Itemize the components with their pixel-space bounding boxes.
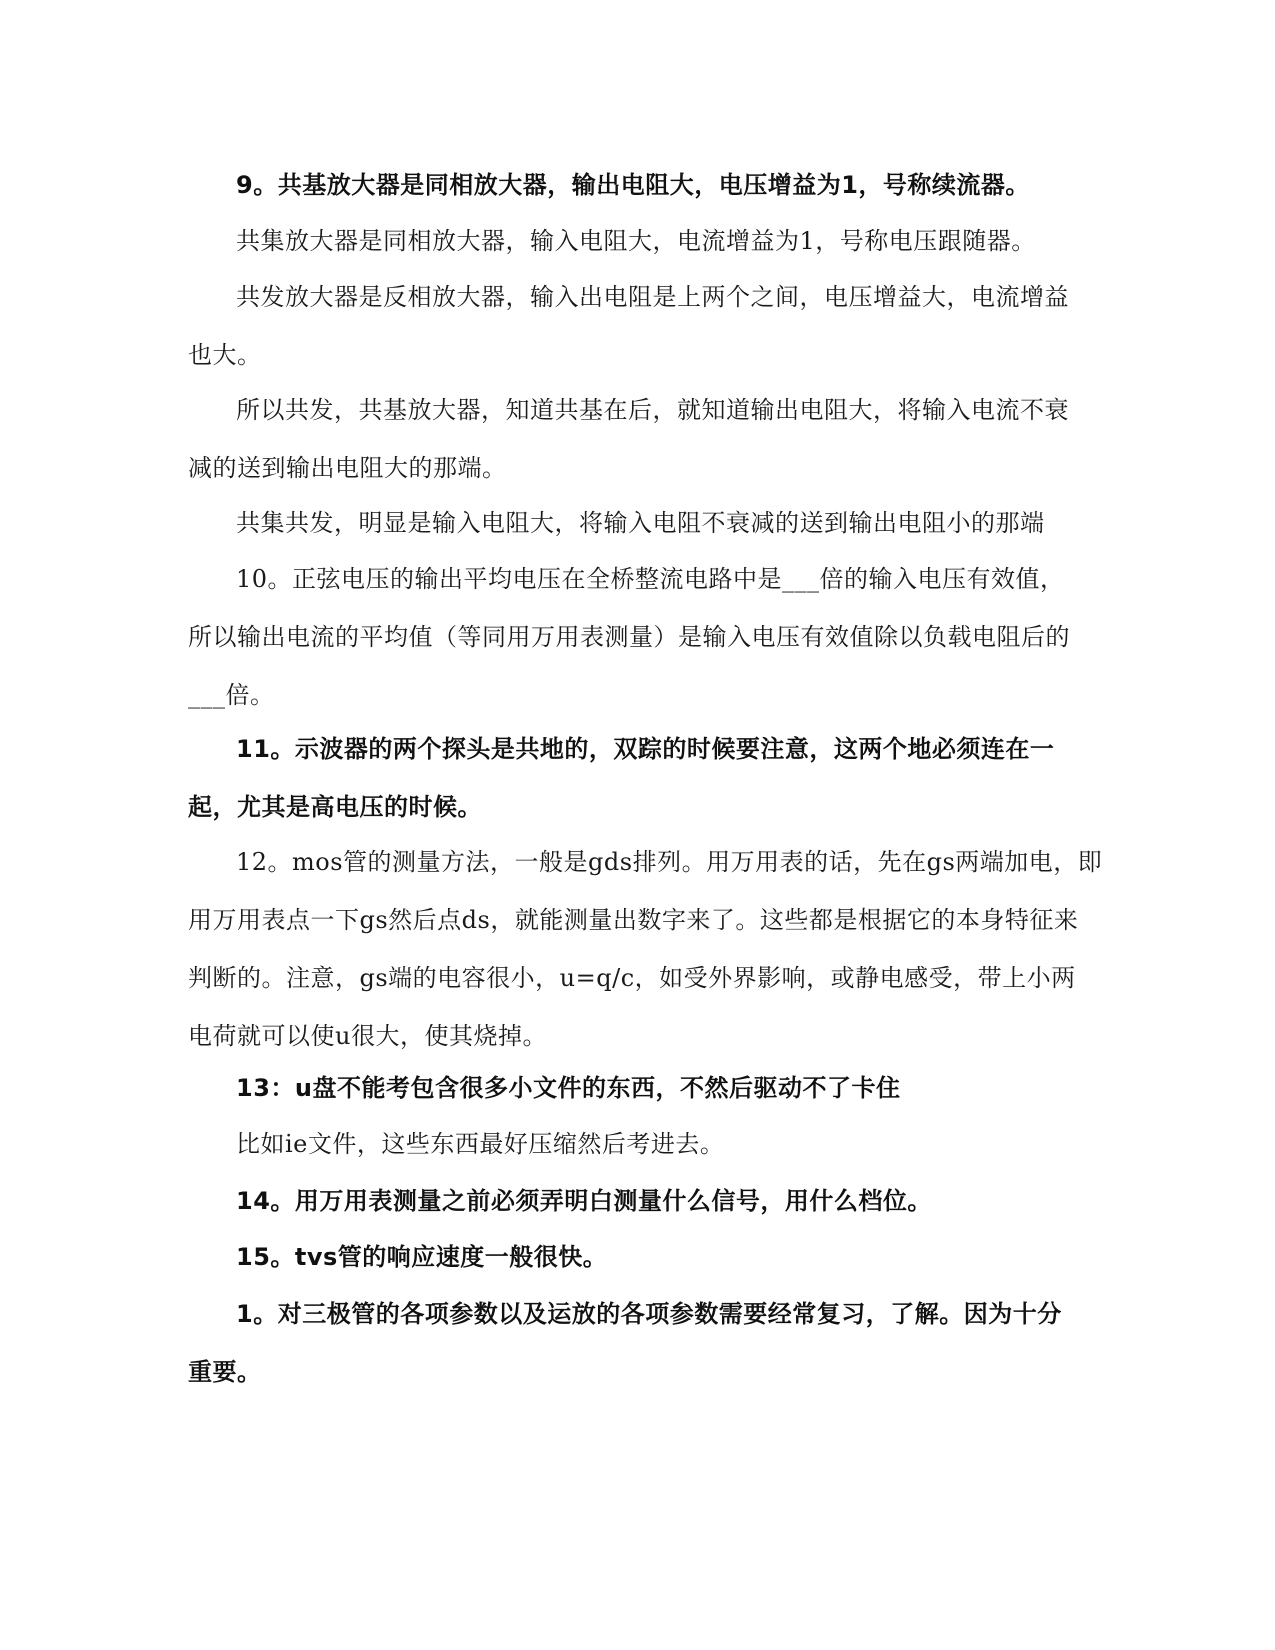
paragraph-1-transistor-params [188,1297,1088,1413]
text-line: 用万用表点一下gs然后点ds，就能测量出数字来了。这些都是根据它的本身特征来 [188,906,1079,934]
text-line: 11。示波器的两个探头是共地的，双踪的时候要注意，这两个地必须连在一 [236,735,1055,763]
text-line: 共集共发，明显是输入电阻大，将输入电阻不衰减的送到输出电阻小的那端 [236,509,1045,537]
text-line: 15。tvs管的响应速度一般很快。 [236,1243,608,1271]
text-line: 重要。 [188,1358,262,1386]
paragraph-ie-files [188,1127,1088,1185]
paragraph-common-collector [188,224,1088,282]
paragraph-13-usb-drive [188,1071,1088,1129]
text-line: 9。共基放大器是同相放大器，输出电阻大，电压增益为1，号称续流器。 [236,171,1030,199]
paragraph-15-tvs [188,1240,1088,1298]
text-line: 判断的。注意，gs端的电容很小，u=q/c，如受外界影响，或静电感受，带上小两 [188,964,1076,992]
paragraph-10-rectifier [188,562,1088,736]
text-line: 所以输出电流的平均值（等同用万用表测量）是输入电压有效值除以负载电阻后的 [188,623,1070,651]
text-line: 比如ie文件，这些东西最好压缩然后考进去。 [236,1130,725,1158]
paragraph-common-emitter [188,280,1088,396]
text-line: 减的送到输出电阻大的那端。 [188,454,507,482]
text-line: 电荷就可以使u很大，使其烧掉。 [188,1022,547,1050]
text-line: 1。对三极管的各项参数以及运放的各项参数需要经常复习，了解。因为十分 [236,1300,1062,1328]
text-line: ___倍。 [188,681,275,709]
paragraph-collector-emitter [188,506,1088,564]
text-line: 10。正弦电压的输出平均电压在全桥整流电路中是___倍的输入电压有效值， [236,565,1065,593]
paragraph-12-mos-measurement [188,845,1103,1077]
paragraph-so-common-emitter-base [188,393,1088,509]
text-line: 共发放大器是反相放大器，输入出电阻是上两个之间，电压增益大，电流增益 [236,283,1069,311]
paragraph-14-multimeter [188,1184,1088,1242]
paragraph-9-common-base [188,168,1088,226]
text-line: 14。用万用表测量之前必须弄明白测量什么信号，用什么档位。 [236,1187,932,1215]
text-line: 13：u盘不能考包含很多小文件的东西，不然后驱动不了卡住 [236,1074,901,1102]
paragraph-11-oscilloscope [188,732,1088,848]
text-line: 也大。 [188,341,262,369]
text-line: 12。mos管的测量方法，一般是gds排列。用万用表的话，先在gs两端加电，即 [236,848,1103,876]
text-line: 所以共发，共基放大器，知道共基在后，就知道输出电阻大，将输入电流不衰 [236,396,1069,424]
text-line: 共集放大器是同相放大器，输入电阻大，电流增益为1，号称电压跟随器。 [236,227,1036,255]
text-line: 起，尤其是高电压的时候。 [188,793,482,821]
